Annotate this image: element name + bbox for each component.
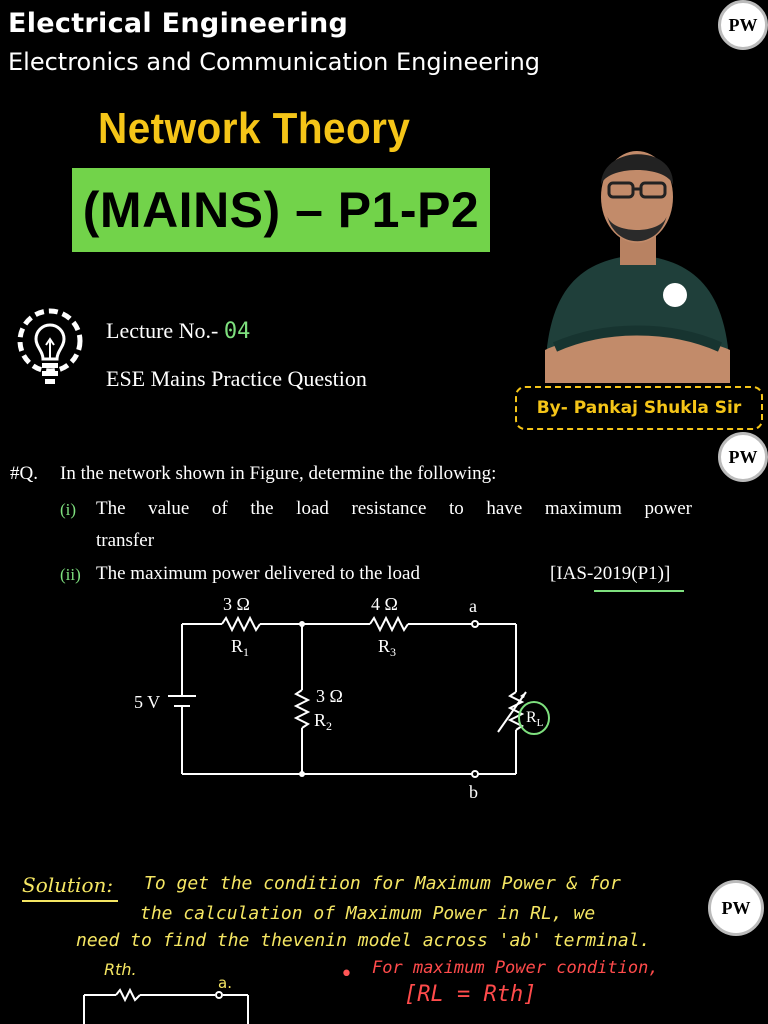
course-subtitle-banner [72, 168, 490, 252]
terminal-b: b [469, 782, 478, 802]
question-item-1-continued: transfer [96, 530, 155, 551]
course-title: Network Theory [98, 104, 411, 153]
lecture-number: Lecture No.- 04 [106, 318, 251, 344]
item-marker: (i) [60, 500, 77, 519]
r3-value: 4 Ω [371, 594, 398, 614]
r1-value: 3 Ω [223, 594, 250, 614]
question-item-2: The maximum power delivered to the load [96, 563, 420, 584]
rth-label: Rth. [104, 960, 137, 979]
question-number: #Q. [10, 463, 38, 484]
max-power-condition: For maximum Power condition, [372, 958, 659, 978]
thevenin-sketch [80, 985, 260, 1024]
lecture-topic: ESE Mains Practice Question [106, 366, 367, 391]
r1-label: $R_1$ [231, 636, 250, 659]
pw-logo-icon: PW [718, 432, 768, 482]
pw-logo-icon: PW [718, 0, 768, 50]
lightbulb-gear-icon [14, 305, 90, 397]
branch-subtitle: Electronics and Communication Engineering [8, 48, 541, 76]
solution-label: Solution: [22, 873, 114, 897]
pw-logo-icon: PW [708, 880, 764, 936]
solution-line-2: the calculation of Maximum Power in RL, we [140, 903, 596, 924]
a-terminal-label: a. [218, 974, 232, 992]
question-text: In the network shown in Figure, determine the following: [60, 463, 497, 484]
question-item-1: The value of the load resistance to have maximum power [96, 498, 692, 519]
course-subtitle: (MAINS) – P1-P2 [82, 182, 480, 238]
r3-label: $R_3$ [378, 636, 397, 659]
circuit-diagram [120, 594, 544, 804]
instructor-photo [535, 125, 740, 383]
solution-line-3: need to find the thevenin model across 'ab' terminal. [76, 930, 651, 951]
branch-title: Electrical Engineering [8, 8, 349, 39]
bullet: • [340, 962, 353, 987]
solution-line-1: To get the condition for Maximum Power & for [144, 873, 621, 894]
solution-underline [22, 900, 118, 902]
r2-value: 3 Ω [316, 686, 343, 706]
terminal-a: a [469, 596, 477, 616]
item-marker: (ii) [60, 565, 81, 584]
r2-label: $R_2$ [314, 710, 333, 733]
instructor-byline: By- Pankaj Shukla Sir [515, 386, 763, 430]
rl-label: $R_L$ [526, 709, 544, 729]
source-underline [594, 590, 684, 592]
question-source: [IAS-2019(P1)] [550, 563, 671, 584]
max-power-equation: [RL = Rth] [404, 982, 537, 1007]
source-value: 5 V [134, 692, 161, 712]
